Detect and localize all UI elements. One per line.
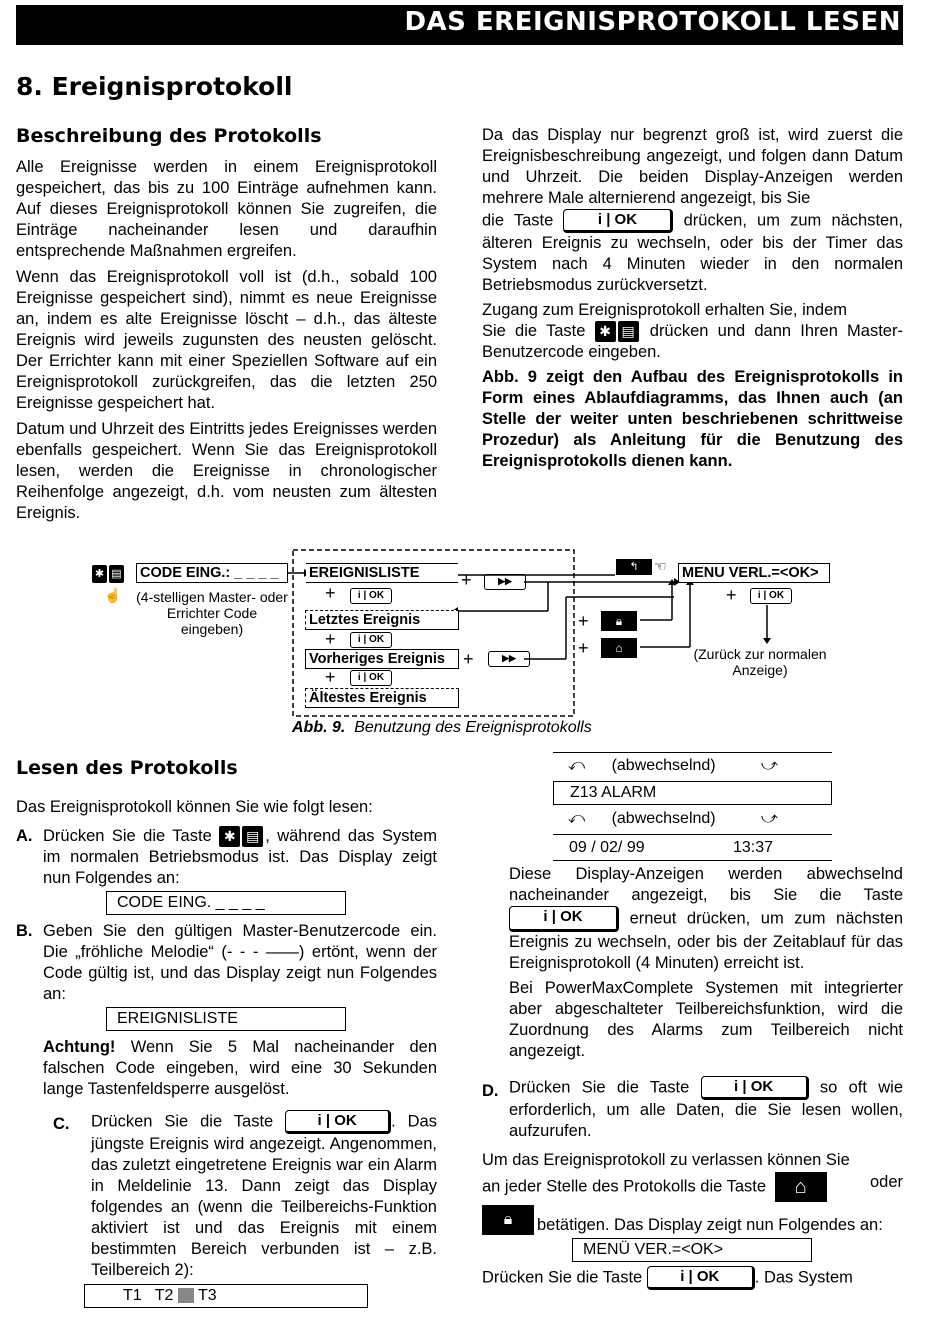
lcd-partition xyxy=(84,1284,368,1308)
partition-t1: T1 xyxy=(123,1287,142,1304)
partition-t3: T3 xyxy=(198,1287,217,1304)
separator xyxy=(553,752,832,753)
star-log-key-icon: ✱ ▤ xyxy=(219,826,265,847)
paragraph xyxy=(482,321,903,363)
text: Drücken Sie die Taste xyxy=(43,827,212,845)
paragraph: Wenn das Ereignisprotokoll voll ist (d.h., sobald 100 Ereignisse gespeichert sind), nimmt es neue Ereignisse an, indem es alte Ereignisse löscht – d.h., das älteste Ereignis wird jeweils zugunsten des neusten gelöscht. Der Errichter kann mit einer Speziellen Software auf ein Ereignisprotokoll zurückgreifen, das die letzten 250 Ereignisse gespeichert hat. xyxy=(16,268,437,412)
lcd-time: 13:37 xyxy=(733,839,774,856)
text: Drücken Sie die Taste xyxy=(91,1112,274,1131)
left-column-text xyxy=(16,157,437,529)
step-text xyxy=(509,1076,903,1142)
paragraph: Alle Ereignisse werden in einem Ereignisprotokoll gespeichert, das bis zu 100 Einträge aufnehmen kann. Auf dieses Ereignisprotokoll können Sie zugreifen, die Einträge nacheinander lesen und daraufhin entsprechende Maßnahmen ergreifen. xyxy=(16,158,437,260)
diagram-ok-key-icon: i | OK xyxy=(750,588,792,604)
warning-note xyxy=(43,1037,437,1100)
step-text xyxy=(91,1110,437,1281)
paragraph xyxy=(482,209,903,296)
step-d xyxy=(482,1076,903,1142)
paragraph-bold: Abb. 9 zeigt den Aufbau des Ereignisprotokolls in Form eines Ablaufdiagramms, das Ihnen auch (an Stelle der weiter unten beschriebenen schrittweise Prozedur) als Anleitung für die Benutzung des Ereignisprotokolls dienen kann. xyxy=(482,368,903,471)
partition-marker xyxy=(178,1288,194,1303)
diagram-forward-key-icon: ▶▶ xyxy=(488,651,530,667)
step-text: Geben Sie den gültigen Master-Benutzercode ein. Die „fröhliche Melodie“ (- - - ——) ertönt, wenn der Code gültig ist, und das Display zeigt nun Folgendes an: xyxy=(43,922,437,1003)
ok-key-icon: i | OK xyxy=(647,1266,755,1290)
ok-key-icon: i | OK xyxy=(509,906,619,932)
lock-key-icon: 🔒︎ xyxy=(482,1205,534,1235)
diagram-forward-key-icon: ▶▶ xyxy=(484,574,526,590)
paragraph: Bei PowerMaxComplete Systemen mit integrierter aber abgeschalteter Teilbereichsfunktion, wird die Zuordnung des Alarms zum Teilbereich nicht angezeigt. xyxy=(509,979,903,1060)
diagram-star-log-key-icon: ✱ ▤ xyxy=(92,564,126,583)
exit-line-b xyxy=(482,1172,903,1202)
diagram-menu-box: MENU VERL.=<OK> xyxy=(678,563,830,583)
text: die Taste xyxy=(482,211,554,230)
paragraph: Um das Ereignisprotokoll zu verlassen können Sie xyxy=(482,1151,850,1169)
diagram-last-event: Letztes Ereignis xyxy=(305,610,459,630)
flow-diagram xyxy=(0,545,950,745)
step-text xyxy=(43,826,437,889)
home-key-icon: ⌂ xyxy=(775,1172,827,1202)
star-log-key-icon: ✱ ▤ xyxy=(595,321,641,342)
diagram-home-key-icon: ⌂ xyxy=(601,638,637,658)
text: . Das jüngste Ereignis wird angezeigt. Angenommen, das zuletzt eingetretene Ereignis war ein Alarm in Meldelinie 13. Dann zeigt das Display folgendes an (wenn die Teilbereichs-Funktion aktiviert ist und das Ereignis mit einem bestimmten Bereich verbunden ist – z.B. Teilbereich 2): xyxy=(91,1112,437,1279)
diagram-list-box: EREIGNISLISTE xyxy=(306,563,458,583)
partition-t2: T2 xyxy=(154,1287,174,1304)
diagram-code-note: (4-stelligen Master- oder Errichter Code eingeben) xyxy=(136,589,288,637)
step-label: C. xyxy=(53,1115,70,1133)
text: erneut drücken, um zum nächsten Ereignis zu wechseln, oder bis der Zeitablauf für das Ereignisprotokoll (4 Minuten) erreicht ist. xyxy=(509,909,903,972)
text: , während das System im normalen Betriebsmodus ist. Das Display zeigt nun Folgendes an: xyxy=(43,827,437,888)
plus-sign: + xyxy=(726,585,737,605)
alternating-indicator xyxy=(568,810,778,828)
caption-text: Benutzung des Ereignisprotokolls xyxy=(354,719,592,736)
text: so oft wie erforderlich, um alle Daten, die Sie lesen wollen, aufzurufen. xyxy=(509,1078,904,1140)
plus-sign: + xyxy=(325,583,336,603)
step-b xyxy=(16,921,437,1005)
diagram-code-box: CODE EING.: _ _ _ _ xyxy=(136,563,288,583)
caption-label: Abb. 9. xyxy=(292,719,346,736)
text: an jeder Stelle des Protokolls die Taste xyxy=(482,1177,767,1196)
step-label: B. xyxy=(16,922,33,940)
diagram-lock-key-icon: 🔒︎ xyxy=(601,611,637,631)
section-title: 8. Ereignisprotokoll xyxy=(16,72,293,101)
page-header-title: DAS EREIGNISPROTOKOLL LESEN xyxy=(404,7,901,37)
page-header-bar xyxy=(16,5,903,45)
diagram-menu-note: (Zurück zur normalen Anzeige) xyxy=(693,646,827,678)
text: Diese Display-Anzeigen werden abwechselnd nacheinander angezeigt, bis Sie die Taste xyxy=(509,865,903,904)
diagram-ok-key-icon: i | OK xyxy=(350,670,392,686)
plus-sign: + xyxy=(463,649,474,669)
lcd-code-entry: CODE EING. _ _ _ _ xyxy=(106,891,346,915)
warning-text: Wenn Sie 5 Mal nacheinander den falschen Code eingeben, wird eine 30 Sekunden lange Tastenfeldsperre ausgelöst. xyxy=(43,1038,437,1098)
lcd-alarm: Z13 ALARM xyxy=(553,781,832,805)
heading-lesen: Lesen des Protokolls xyxy=(16,757,238,779)
diagram-back-key-icon: ↰ xyxy=(616,559,652,575)
step-label: A. xyxy=(16,827,33,845)
step-c xyxy=(53,1110,437,1281)
paragraph: Datum und Uhrzeit des Eintritts jedes Ereignisses werden ebenfalls gespeichert. Wenn Sie das Ereignisprotokoll lesen, werden die Ereignisse in chronologischer Reihenfolge angezeigt, d.h. vom neusten zum ältesten Ereignis. xyxy=(16,420,437,522)
rotate-left-icon: ⤺ xyxy=(568,757,586,774)
exit-text xyxy=(482,1150,903,1171)
lcd-date: 09 / 02/ 99 xyxy=(569,839,645,856)
diagram-ok-key-icon: i | OK xyxy=(350,588,392,604)
step-label: D. xyxy=(482,1082,499,1100)
hand-icon: ☝ xyxy=(104,587,122,603)
lcd-event-list: EREIGNISLISTE xyxy=(106,1007,346,1031)
diagram-oldest-event: Ältestes Ereignis xyxy=(305,688,459,708)
text: Drücken Sie die Taste xyxy=(482,1268,643,1287)
lcd-date-time xyxy=(553,834,832,861)
lesen-intro: Das Ereignisprotokoll können Sie wie folgt lesen: xyxy=(16,798,373,816)
rotate-left-icon: ⤺ xyxy=(568,810,586,827)
ok-key-icon: i | OK xyxy=(563,209,673,233)
lcd-menu-exit: MENÜ VER.=<OK> xyxy=(572,1238,812,1262)
diagram-previous-event: Vorheriges Ereignis xyxy=(305,649,459,669)
alternating-indicator xyxy=(568,757,778,775)
last-line xyxy=(482,1266,903,1290)
paragraph: Da das Display nur begrenzt groß ist, wird zuerst die Ereignisbeschreibung angezeigt, und folgen dann Datum und Uhrzeit. Die beiden Display-Anzeigen werden mehrere Male alternierend angezeigt, bis Sie xyxy=(482,126,903,207)
text: drücken und dann Ihren Master-Benutzercode eingeben. xyxy=(482,322,903,362)
warning-label: Achtung! xyxy=(43,1038,116,1056)
plus-sign: + xyxy=(578,638,589,658)
paragraph: Zugang zum Ereignisprotokoll erhalten Sie, indem xyxy=(482,301,848,319)
rotate-right-icon: ⤻ xyxy=(760,810,778,827)
rotate-right-icon: ⤻ xyxy=(760,757,778,774)
step-a xyxy=(16,826,437,889)
text: oder xyxy=(869,1173,903,1191)
right-column-text xyxy=(482,125,903,472)
ok-key-icon: i | OK xyxy=(701,1076,809,1100)
hand-icon: ☜ xyxy=(654,558,667,574)
alternating-label: (abwechselnd) xyxy=(611,757,716,774)
plus-sign: + xyxy=(325,629,336,649)
heading-beschreibung: Beschreibung des Protokolls xyxy=(16,125,322,147)
plus-sign: + xyxy=(461,570,472,590)
figure-caption xyxy=(292,719,592,737)
diagram-ok-key-icon: i | OK xyxy=(350,632,392,648)
text: Sie die Taste xyxy=(482,322,586,340)
paragraph xyxy=(509,864,903,974)
text: . Das System xyxy=(754,1268,853,1287)
plus-sign: + xyxy=(325,667,336,687)
alternating-label: (abwechselnd) xyxy=(611,810,716,827)
right-steps-text xyxy=(509,864,903,1062)
exit-line-c: betätigen. Das Display zeigt nun Folgendes an: xyxy=(537,1216,883,1234)
plus-sign: + xyxy=(578,611,589,631)
text: Drücken Sie die Taste xyxy=(509,1078,690,1097)
text: drücken, um zum nächsten, älteren Ereignis zu wechseln, oder bis der Timer das System nach 4 Minuten wieder in den normalen Betriebsmodus zurückversetzt. xyxy=(482,211,903,294)
ok-key-icon: i | OK xyxy=(285,1110,391,1134)
